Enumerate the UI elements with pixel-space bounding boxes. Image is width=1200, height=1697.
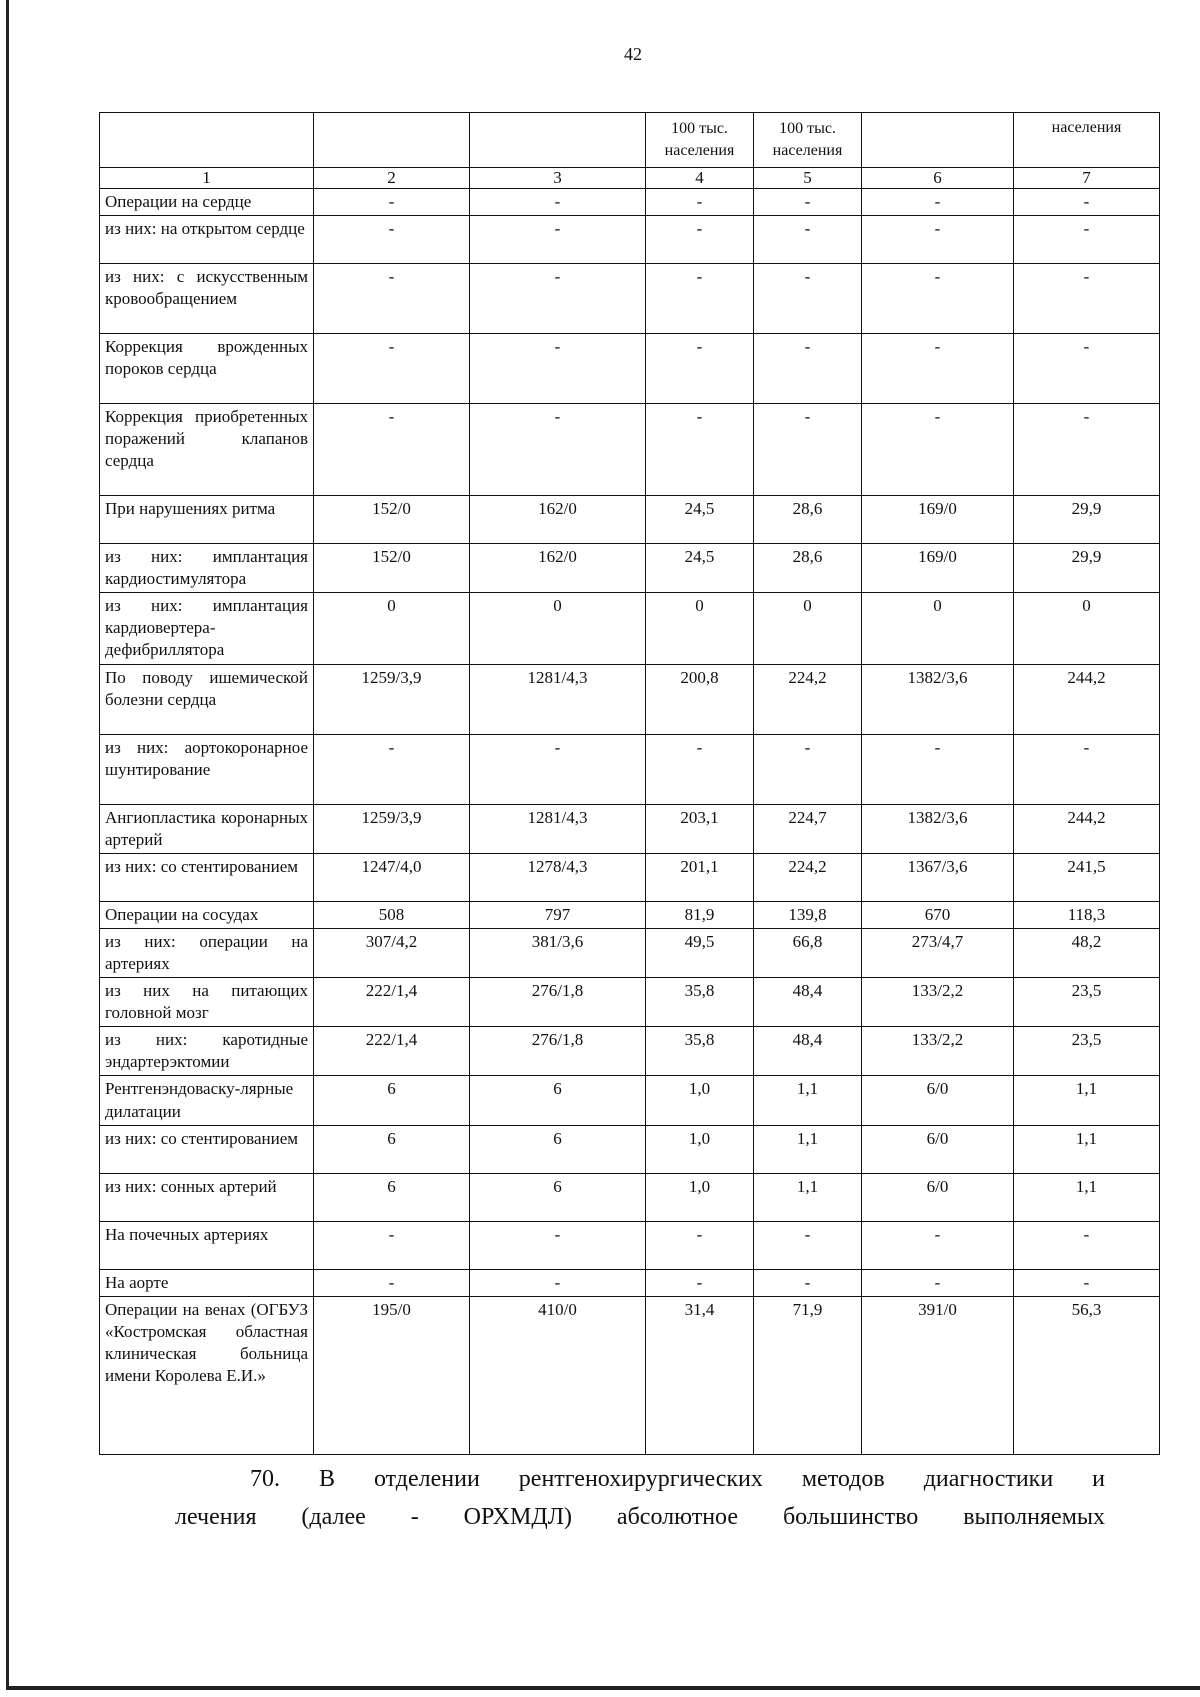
row-label: На аорте [100,1269,314,1296]
row-value-col-7: 29,9 [1014,544,1160,593]
row-label: На почечных артериях [100,1221,314,1269]
row-value-col-2: 0 [314,593,470,664]
row-value-col-7: 1,1 [1014,1125,1160,1173]
row-value-col-2: - [314,734,470,804]
row-value-col-4: 49,5 [646,928,754,977]
column-number-row [100,168,1160,189]
row-value-col-3: 0 [470,593,646,664]
row-value-col-4: 201,1 [646,853,754,901]
table-row [100,1027,1160,1076]
row-value-col-5: - [754,216,862,264]
table-row [100,804,1160,853]
header-cell-4: 100 тыс. населения [646,113,754,168]
row-label: из них: имплантация кардиовертера-дефибриллятора [100,593,314,664]
row-value-col-2: 6 [314,1125,470,1173]
row-value-col-7: 1,1 [1014,1076,1160,1125]
row-value-col-2: - [314,334,470,404]
row-value-col-6: 273/4,7 [862,928,1014,977]
column-number: 1 [100,168,314,189]
row-value-col-6: 1382/3,6 [862,664,1014,734]
row-value-col-7: - [1014,1269,1160,1296]
row-value-col-6: 6/0 [862,1173,1014,1221]
row-label: из них на питающих головной мозг [100,978,314,1027]
row-value-col-6: - [862,734,1014,804]
row-value-col-3: - [470,1221,646,1269]
row-value-col-5: 224,2 [754,664,862,734]
row-label: из них: аортокоронарное шунтирование [100,734,314,804]
row-value-col-2: 6 [314,1173,470,1221]
row-value-col-2: 222/1,4 [314,978,470,1027]
table-row [100,853,1160,901]
table-row [100,216,1160,264]
row-value-col-2: - [314,189,470,216]
row-value-col-7: 0 [1014,593,1160,664]
row-value-col-3: - [470,1269,646,1296]
table-row [100,928,1160,977]
row-value-col-5: 66,8 [754,928,862,977]
row-value-col-3: - [470,264,646,334]
row-value-col-7: - [1014,734,1160,804]
row-value-col-6: - [862,216,1014,264]
header-cell-1 [100,113,314,168]
row-value-col-5: 48,4 [754,978,862,1027]
table-row [100,189,1160,216]
row-label: Рентгенэндоваску-лярные дилатации [100,1076,314,1125]
row-value-col-2: - [314,264,470,334]
row-value-col-5: - [754,1269,862,1296]
row-value-col-6: - [862,334,1014,404]
row-value-col-2: 195/0 [314,1296,470,1454]
row-value-col-4: 24,5 [646,496,754,544]
row-value-col-7: - [1014,404,1160,496]
header-cell-6 [862,113,1014,168]
row-value-col-4: 31,4 [646,1296,754,1454]
table-row [100,734,1160,804]
row-value-col-2: - [314,1221,470,1269]
row-label: из них: имплантация кардиостимулятора [100,544,314,593]
row-value-col-6: 391/0 [862,1296,1014,1454]
row-value-col-3: 6 [470,1076,646,1125]
row-label: из них: с искусственным кровообращением [100,264,314,334]
table-row [100,264,1160,334]
table-row [100,1269,1160,1296]
row-value-col-3: 276/1,8 [470,1027,646,1076]
row-value-col-4: - [646,404,754,496]
column-number: 4 [646,168,754,189]
row-label: При нарушениях ритма [100,496,314,544]
row-value-col-4: 35,8 [646,1027,754,1076]
column-number: 3 [470,168,646,189]
row-value-col-5: 28,6 [754,496,862,544]
row-value-col-7: 23,5 [1014,978,1160,1027]
row-value-col-3: 162/0 [470,544,646,593]
row-value-col-3: 797 [470,901,646,928]
row-value-col-6: 169/0 [862,544,1014,593]
row-value-col-7: 1,1 [1014,1173,1160,1221]
row-value-col-2: 508 [314,901,470,928]
row-value-col-6: 6/0 [862,1076,1014,1125]
table-row [100,334,1160,404]
row-value-col-7: - [1014,264,1160,334]
row-value-col-3: 1278/4,3 [470,853,646,901]
row-value-col-2: 6 [314,1076,470,1125]
row-value-col-4: 81,9 [646,901,754,928]
row-value-col-5: 0 [754,593,862,664]
row-value-col-4: - [646,334,754,404]
row-value-col-6: 1382/3,6 [862,804,1014,853]
row-value-col-3: - [470,404,646,496]
row-value-col-5: - [754,264,862,334]
row-value-col-5: 71,9 [754,1296,862,1454]
row-value-col-7: 241,5 [1014,853,1160,901]
row-value-col-6: 1367/3,6 [862,853,1014,901]
row-value-col-4: 0 [646,593,754,664]
row-value-col-6: - [862,1269,1014,1296]
row-value-col-5: 224,7 [754,804,862,853]
page-frame-left [6,0,9,1690]
row-value-col-4: 35,8 [646,978,754,1027]
row-label: из них: каротидные эндартерэктомии [100,1027,314,1076]
table-row [100,901,1160,928]
statistics-table [99,112,1160,1455]
row-value-col-3: 1281/4,3 [470,664,646,734]
row-label: По поводу ишемической болезни сердца [100,664,314,734]
row-value-col-2: 1247/4,0 [314,853,470,901]
row-value-col-4: 200,8 [646,664,754,734]
table-row [100,1296,1160,1454]
row-value-col-6: - [862,189,1014,216]
table-row [100,1076,1160,1125]
row-value-col-4: - [646,734,754,804]
row-value-col-7: 118,3 [1014,901,1160,928]
row-value-col-7: - [1014,189,1160,216]
row-value-col-3: 381/3,6 [470,928,646,977]
table-row [100,593,1160,664]
row-value-col-5: 224,2 [754,853,862,901]
row-value-col-7: 56,3 [1014,1296,1160,1454]
row-value-col-4: - [646,216,754,264]
column-number: 2 [314,168,470,189]
row-label: Ангиопластика коронарных артерий [100,804,314,853]
row-value-col-5: 1,1 [754,1076,862,1125]
header-cell-5: 100 тыс. населения [754,113,862,168]
row-value-col-2: 222/1,4 [314,1027,470,1076]
row-value-col-5: 1,1 [754,1125,862,1173]
row-value-col-7: 244,2 [1014,804,1160,853]
table-row [100,978,1160,1027]
row-value-col-6: 6/0 [862,1125,1014,1173]
paragraph-line-1: 70. В отделении рентгенохирургических методов диагностики и [250,1466,1105,1492]
row-value-col-4: 1,0 [646,1173,754,1221]
row-value-col-3: 6 [470,1125,646,1173]
header-cell-3 [470,113,646,168]
row-value-col-4: 1,0 [646,1076,754,1125]
table-row [100,404,1160,496]
row-value-col-6: 133/2,2 [862,1027,1014,1076]
table-row [100,1173,1160,1221]
row-value-col-5: - [754,189,862,216]
row-value-col-3: 1281/4,3 [470,804,646,853]
row-value-col-6: 169/0 [862,496,1014,544]
row-label: Операции на сердце [100,189,314,216]
row-value-col-7: 48,2 [1014,928,1160,977]
row-value-col-4: 1,0 [646,1125,754,1173]
row-label: Операции на венах (ОГБУЗ «Костромская областная клиническая больница имени Королева Е.И.» [100,1296,314,1454]
row-value-col-4: - [646,1221,754,1269]
header-cell-2 [314,113,470,168]
row-value-col-5: 1,1 [754,1173,862,1221]
row-value-col-5: 139,8 [754,901,862,928]
row-value-col-5: - [754,1221,862,1269]
row-value-col-3: 276/1,8 [470,978,646,1027]
row-label: из них: операции на артериях [100,928,314,977]
row-value-col-7: - [1014,216,1160,264]
row-value-col-6: - [862,404,1014,496]
table-row [100,664,1160,734]
row-value-col-6: 0 [862,593,1014,664]
row-value-col-5: 48,4 [754,1027,862,1076]
row-value-col-7: 244,2 [1014,664,1160,734]
table-header-row [100,113,1160,168]
row-value-col-3: 410/0 [470,1296,646,1454]
row-value-col-7: - [1014,334,1160,404]
row-value-col-5: - [754,334,862,404]
column-number: 7 [1014,168,1160,189]
row-label: Коррекция приобретенных поражений клапанов сердца [100,404,314,496]
table-row [100,1221,1160,1269]
row-value-col-3: - [470,216,646,264]
column-number: 6 [862,168,1014,189]
row-value-col-6: 670 [862,901,1014,928]
row-label: Операции на сосудах [100,901,314,928]
row-value-col-7: 29,9 [1014,496,1160,544]
row-value-col-4: - [646,189,754,216]
header-cell-7: населения [1014,113,1160,168]
table-row [100,496,1160,544]
page-frame-bottom [6,1686,1200,1690]
row-value-col-5: - [754,404,862,496]
paragraph-line-2: лечения (далее - ОРХМДЛ) абсолютное большинство выполняемых [175,1504,1105,1530]
row-value-col-4: 203,1 [646,804,754,853]
row-value-col-6: - [862,264,1014,334]
row-value-col-7: - [1014,1221,1160,1269]
row-value-col-2: 1259/3,9 [314,804,470,853]
row-value-col-2: - [314,216,470,264]
row-value-col-2: 152/0 [314,496,470,544]
column-number: 5 [754,168,862,189]
table-row [100,1125,1160,1173]
row-value-col-7: 23,5 [1014,1027,1160,1076]
row-label: Коррекция врожденных пороков сердца [100,334,314,404]
row-value-col-2: 1259/3,9 [314,664,470,734]
row-value-col-3: - [470,189,646,216]
page-number: 42 [624,44,642,64]
row-value-col-2: - [314,404,470,496]
row-value-col-3: - [470,734,646,804]
row-value-col-2: - [314,1269,470,1296]
table-row [100,544,1160,593]
row-label: из них: со стентированием [100,1125,314,1173]
row-value-col-2: 152/0 [314,544,470,593]
row-value-col-5: 28,6 [754,544,862,593]
row-value-col-3: 162/0 [470,496,646,544]
row-label: из них: на открытом сердце [100,216,314,264]
row-value-col-4: - [646,264,754,334]
row-value-col-3: - [470,334,646,404]
row-value-col-4: - [646,1269,754,1296]
row-value-col-3: 6 [470,1173,646,1221]
row-value-col-5: - [754,734,862,804]
row-value-col-6: 133/2,2 [862,978,1014,1027]
row-label: из них: со стентированием [100,853,314,901]
row-value-col-2: 307/4,2 [314,928,470,977]
row-label: из них: сонных артерий [100,1173,314,1221]
row-value-col-4: 24,5 [646,544,754,593]
row-value-col-6: - [862,1221,1014,1269]
